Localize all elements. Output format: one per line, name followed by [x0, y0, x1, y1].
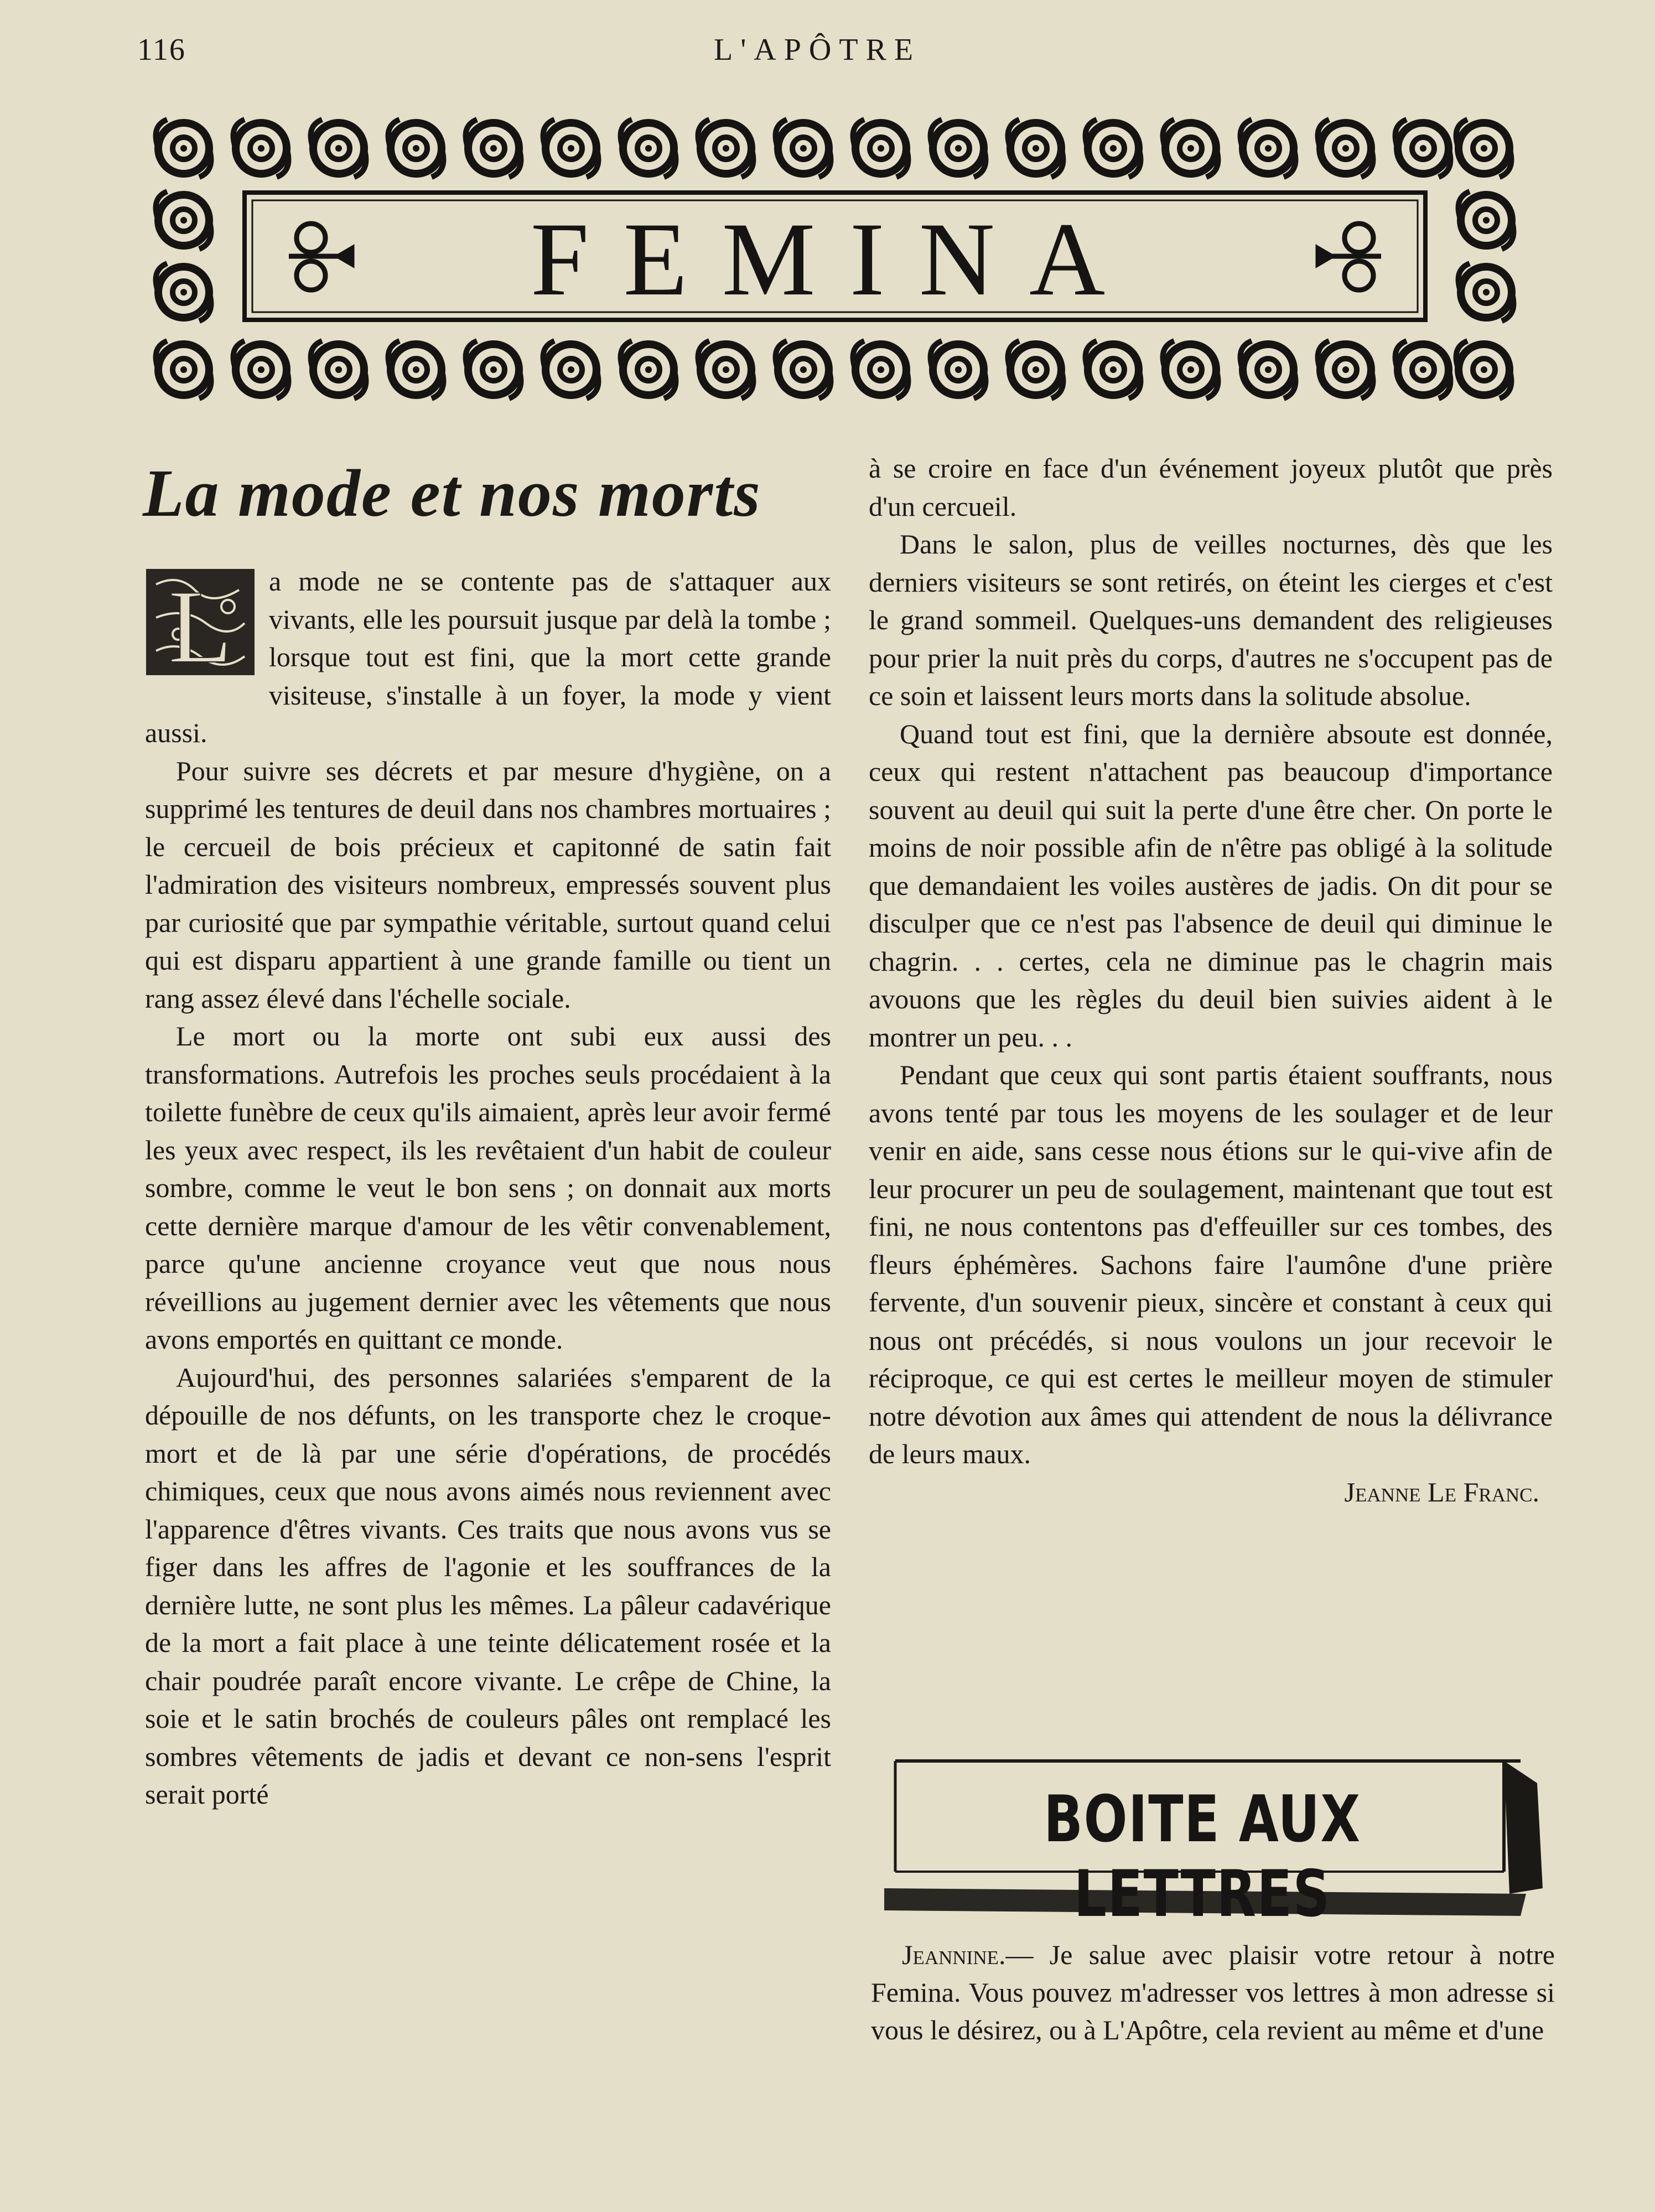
mailbox-letters [871, 1936, 1555, 2049]
mailbox-title: BOITE AUX LETTRES [1044, 1782, 1361, 1931]
article-paragraph: Quand tout est fini, que la dernière absoute est donnée, ceux qui restent n'attachent pas beaucoup d'importance souvent au deuil qui suit la perte d'une être cher. On porte le moins de noir possible afin de n'être pas obligé à la solitude que demandaient les voiles austères de jadis. On dit pour se disculper que ce n'est pas l'absence de deuil qui diminue le chagrin. . . certes, cela ne diminue pas le chagrin mais avouons que les règles du deuil bien suivies aident à le montrer un peu. . . [869, 718, 1553, 1053]
article-paragraph: Pour suivre ses décrets et par mesure d'hygiène, on a supprimé les tentures de deuil dans nos chambres mortuaires ; le cercueil de bois précieux et capitonné de satin fait l'admiration des visiteurs nombreux, empressés souvent plus par curiosité que par sympathie véritable, surtout quand celui qui est disparu appartient à une grande famille ou tient un rang assez élevé dans l'échelle sociale. [145, 755, 831, 1014]
letter-recipient: Jeannine. [902, 1939, 1006, 1970]
dropcap-letter: L [168, 569, 233, 676]
banner-title: FEMINA [530, 201, 1140, 318]
article-headline: La mode et nos morts [143, 456, 761, 531]
article-paragraph: Aujourd'hui, des personnes salariées s'emparent de la dépouille de nos défunts, on les transporte chez le croque-mort et de là par une série d'opérations, de procédés chimiques, ceux que nous avons aimés nous reviennent avec l'apparence d'êtres vivants. Ces traits que nous avons vus se figer dans les affres de l'agonie et les souffrances de la dernière lutte, ne sont plus les mêmes. La pâleur cadavérique de la mort a fait place à une teinte délicatement rosée et la chair poudrée paraît encore vivante. Le crêpe de Chine, la soie et le satin brochés de couleurs pâles ont remplacé les sombres vêtements de jadis et devant ce non-sens l'esprit serait porté [145, 1361, 831, 1810]
author-signature: Jeanne Le Franc. [1344, 1476, 1539, 1508]
running-title: L'APÔTRE [714, 33, 921, 67]
first-paragraph-text: a mode ne se contente pas de s'attaquer aux vivants, elle les poursuit jusque par delà la tombe ; lorsque tout est fini, que la mort cette grande visiteuse, s'installe à un foyer, la mode y vient aussi. [145, 566, 831, 748]
article-paragraph: à se croire en face d'un événement joyeux plutôt que près d'un cercueil. [869, 453, 1553, 522]
femina-banner [151, 110, 1519, 407]
letter-text: — Je salue avec plaisir votre retour à notre Femina. Vous pouvez m'adresser vos lettres à mon adresse si vous le désirez, ou à L'Apôtre, cela revient au même et d'une [871, 1939, 1555, 2045]
article-right-column [869, 449, 1553, 1511]
page-number: 116 [137, 33, 186, 67]
mailbox-letter [871, 1936, 1555, 2049]
dropcap-ornament [145, 568, 256, 676]
article-paragraph: Dans le salon, plus de veilles nocturnes, dès que les derniers visiteurs se sont retirés, on éteint les cierges et c'est le grand sommeil. Quelques-uns demandent des religieuses pour prier la nuit près du corps, d'autres ne s'occupent pas de ce soin et laissent leurs morts dans la solitude absolue. [869, 529, 1553, 711]
article-paragraph [145, 562, 831, 752]
article-left-column [145, 562, 831, 1814]
article-paragraph: Pendant que ceux qui sont partis étaient souffrants, nous avons tenté par tous les moyens de les soulager et de leur venir en aide, sans cesse nous étions sur le qui-vive afin de leur procurer un peu de soulagement, maintenant que tout est fini, ne nous contentons pas d'effeuiller sur ces tombes, des fleurs éphémères. Sachons faire l'aumône d'une prière fervente, d'un souvenir pieux, sincère et constant à ceux qui nous ont précédés, si nous voulons un jour recevoir le réciproque, ce qui est certes le meilleur moyen de stimuler notre dévotion aux âmes qui attendent de nous la délivrance de leurs maux. [869, 1059, 1553, 1469]
mailbox-banner [873, 1755, 1555, 1931]
scroll-border-ornament [151, 110, 1519, 407]
article-paragraph: Le mort ou la morte ont subi eux aussi des transformations. Autrefois les proches seuls procédaient à la toilette funèbre de ceux qu'ils aimaient, après leur avoir fermé les yeux avec respect, ils les revêtaient d'un habit de couleur sombre, comme le veut le bon sens ; on donnait aux morts cette dernière marque d'amour de les vêtir convenablement, parce qu'une ancienne croyance veut que nous nous réveillions au jugement dernier avec les vêtements que nous avons emportés en quittant ce monde. [145, 1020, 831, 1355]
